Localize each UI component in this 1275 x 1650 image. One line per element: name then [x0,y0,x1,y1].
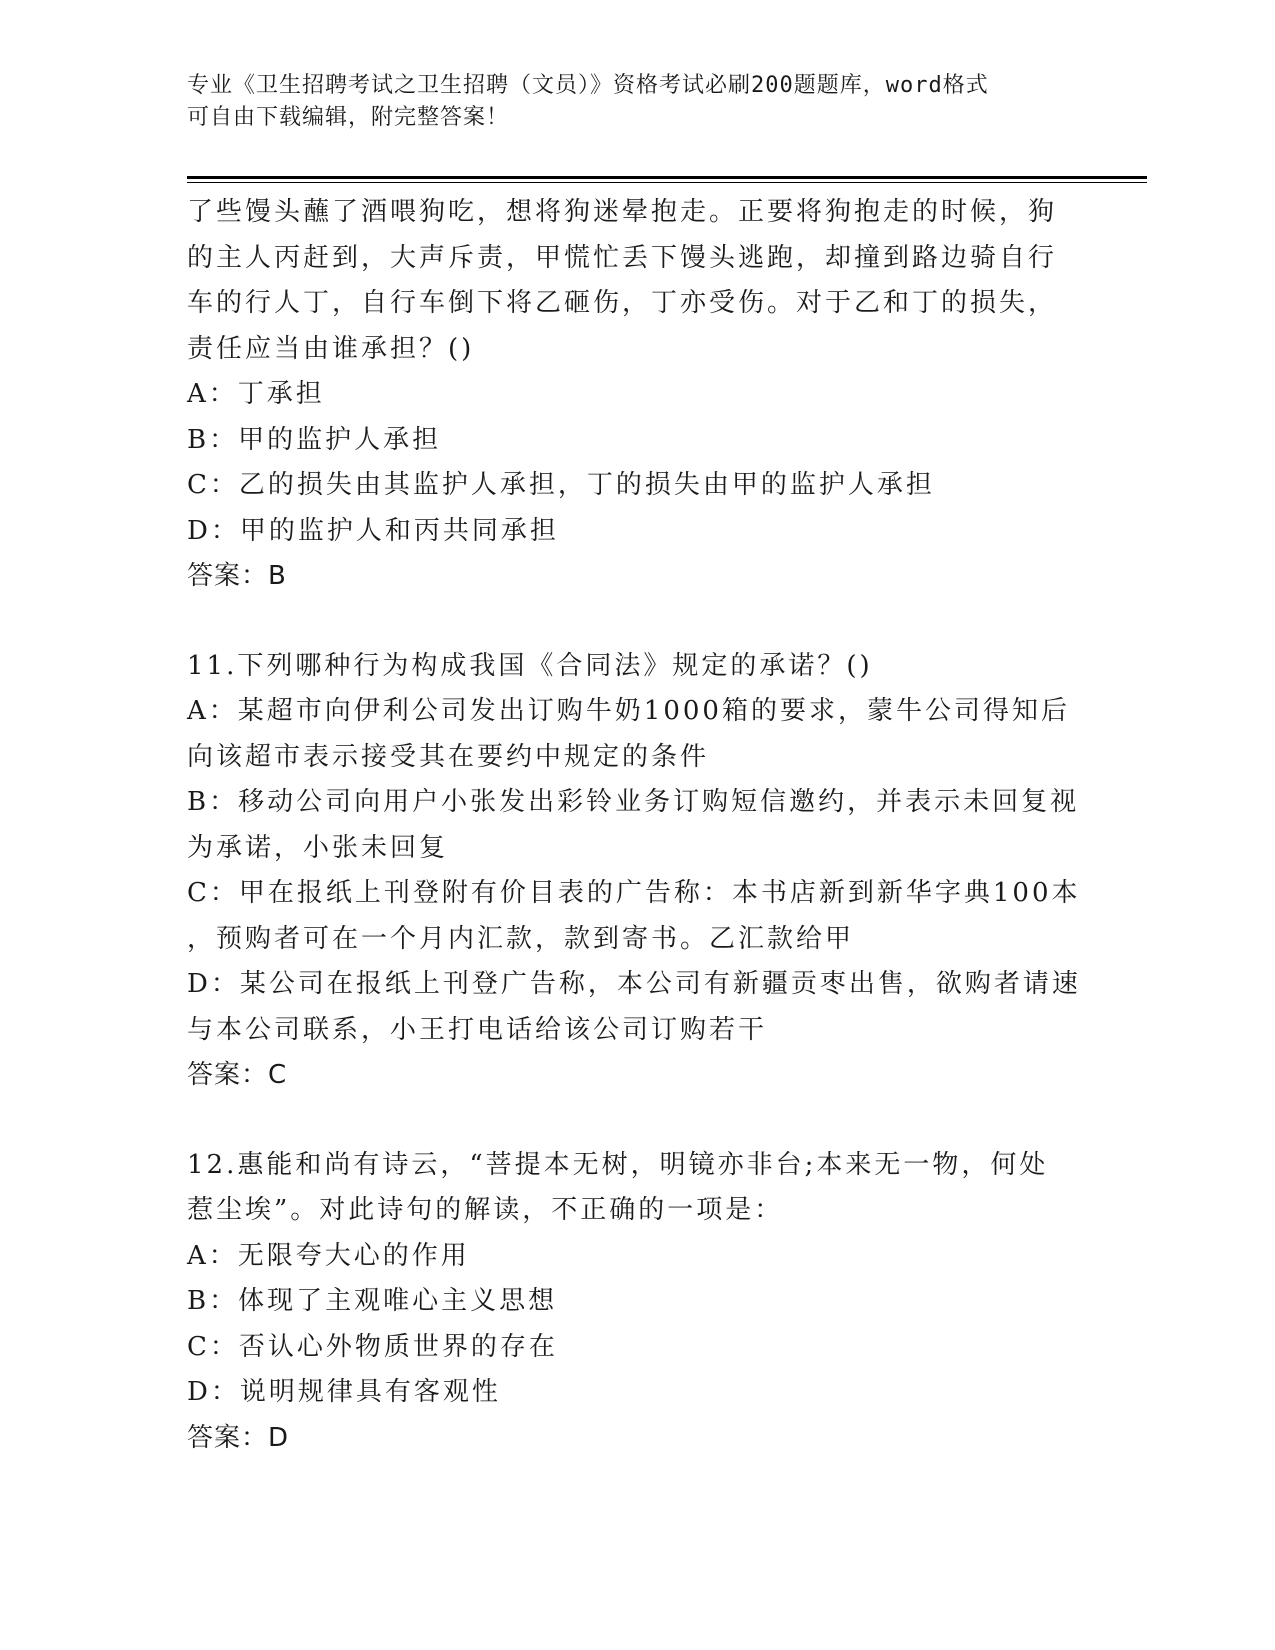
option-a-line-2: 向该超市表示接受其在要约中规定的条件 [187,741,710,772]
option-d-line-1: D：某公司在报纸上刊登广告称，本公司有新疆贡枣出售，欲购者请速 [187,969,1081,999]
spacer [187,1099,1107,1143]
option-b-line-1: B：移动公司向用户小张发出彩铃业务订购短信邀约，并表示未回复视 [187,787,1080,817]
header-rule-thin [187,182,1147,183]
option-c-line-1: C：甲在报纸上刊登附有价目表的广告称：本书店新到新华字典100本 [187,878,1081,908]
option-c: C：否认心外物质世界的存在 [187,1331,558,1362]
option-a-line-1: A：某超市向伊利公司发出订购牛奶1000箱的要求，蒙牛公司得知后 [187,696,1070,726]
header-rule-thick [187,176,1147,179]
question-stem-line: 惹尘埃”。对此诗句的解读，不正确的一项是： [187,1195,784,1225]
question-stem-line: 责任应当由谁承担？() [187,333,475,364]
option-d-line-2: 与本公司联系，小王打电话给该公司订购若干 [187,1014,768,1045]
answer-line: 答案：D [187,1422,290,1453]
option-d: D：说明规律具有客观性 [187,1377,501,1407]
question-12 [187,1143,1107,1462]
answer-line: 答案：C [187,1060,288,1090]
option-c-line-2: ，预购者可在一个月内汇款，款到寄书。乙汇款给甲 [187,923,855,954]
question-stem: 11.下列哪种行为构成我国《合同法》规定的承诺？() [187,650,873,681]
option-a: A：无限夸大心的作用 [187,1240,470,1271]
answer-line: 答案：B [187,561,287,591]
header-line-1: 专业《卫生招聘考试之卫生招聘（文员）》资格考试必刷200题题库，word格式 [187,73,989,98]
question-stem-line: 12.惠能和尚有诗云，“菩提本无树，明镜亦非台;本来无一物，何处 [187,1149,1049,1180]
option-b: B：体现了主观唯心主义思想 [187,1286,558,1316]
option-a: A：丁承担 [187,379,325,409]
question-stem-line: 车的行人丁，自行车倒下将乙砸伤，丁亦受伤。对于乙和丁的损失， [187,288,1058,318]
option-b: B：甲的监护人承担 [187,424,442,455]
question-stem-line: 了些馒头蘸了酒喂狗吃，想将狗迷晕抱走。正要将狗抱走的时候，狗 [187,197,1058,227]
question-11 [187,644,1107,1099]
document-header [187,70,1067,134]
question-content [187,190,1107,1461]
question-stem-line: 的主人丙赶到，大声斥责，甲慌忙丢下馒头逃跑，却撞到路边骑自行 [187,242,1058,273]
option-b-line-2: 为承诺，小张未回复 [187,832,449,863]
spacer [187,600,1107,644]
option-d: D：甲的监护人和丙共同承担 [187,515,559,546]
option-c: C：乙的损失由其监护人承担，丁的损失由甲的监护人承担 [187,470,935,500]
question-10-continued [187,190,1107,600]
header-line-2: 可自由下载编辑，附完整答案！ [187,105,510,130]
